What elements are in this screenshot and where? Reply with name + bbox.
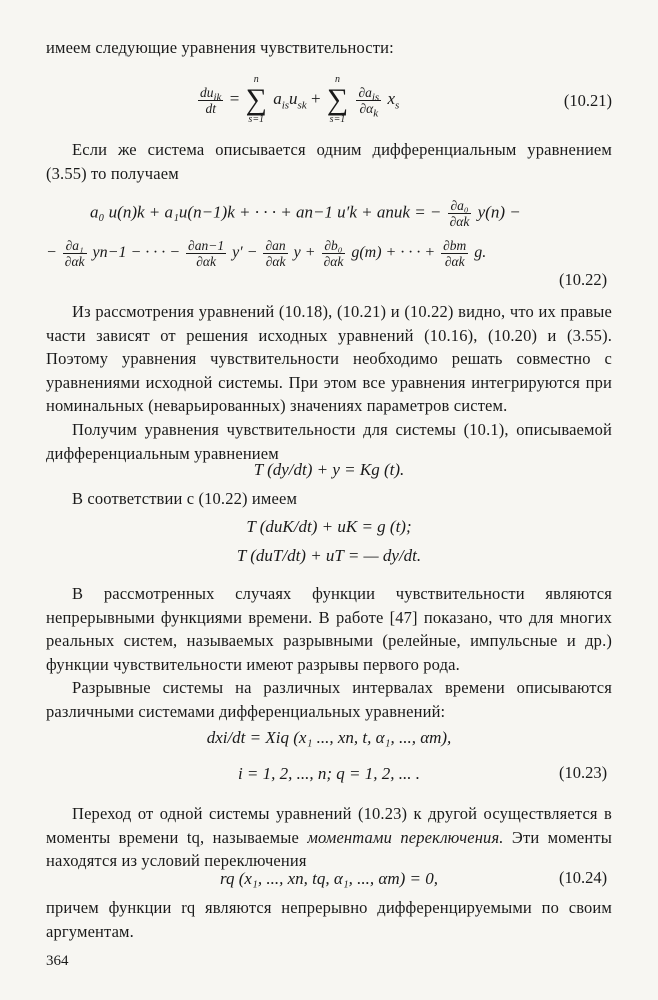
frac2-num-sub: is — [371, 91, 380, 104]
eq22-f2-num: ∂an−1 — [188, 238, 225, 253]
eq22-f5-den: ∂αk — [444, 254, 465, 269]
eq22-f1-den: ∂αk — [64, 254, 85, 269]
sum-lower: s=1 — [248, 114, 265, 125]
equation-10-21: $\frac{du_{ik}}{dt}$ = n ∑ s=1 $a_{is}u_{sk}$ + n ∑ s=1 $\frac{\partial a_{is}}{\partial\alpha_k}$ $x_s$ (10.21) — [200, 74, 612, 125]
term-a: a — [273, 88, 282, 108]
paragraph-analysis: Из рассмотрения уравнений (10.18), (10.21) и (10.22) видно, что их правые части зависят от решения исходных уравнений (10.16), (10.20) и (3.55). Поэтому уравнения чувствительности необходимо решать совместно с уравнениями исходной системы. При этом все уравнения интегрируются при номинальных (неварьированных) значениях параметров систем. — [46, 302, 612, 416]
term-x-sub: s — [395, 99, 400, 112]
paragraph-system-10-1: Получим уравнения чувствительности для системы (10.1), описываемой дифференциальным уравнением — [46, 420, 612, 463]
frac2-den-sub: k — [373, 107, 379, 120]
eq22-line1-text: a₀ u(n)k + a₁u(n−1)k + · · · + an−1 u′k + anuk = − — [90, 202, 442, 222]
paragraph-single-equation: Если же система описывается одним дифференциальным уравнением (3.55) то получаем — [46, 140, 612, 183]
eq22-frac-a0-num: ∂a₀ — [448, 198, 472, 214]
frac2-num: ∂a — [358, 84, 372, 100]
equation-number-10-23: (10.23) — [559, 763, 608, 782]
term-u: u — [289, 88, 298, 108]
eq22-frac4 — [322, 238, 346, 269]
equation-10-22-line2 — [46, 234, 612, 278]
equation-number-10-21: (10.21) — [563, 91, 612, 110]
eq22-t3: y + — [293, 244, 316, 262]
paragraph-switching — [46, 802, 612, 873]
frac-num: du — [200, 84, 214, 100]
sum-symbol: n ∑ s=1 — [245, 74, 267, 125]
equation-uk: T (duK/dt) + uK = g (t); — [246, 517, 412, 536]
eq22-line1-tail: y(n) − — [477, 202, 521, 222]
sum-symbol-2: n ∑ s=1 — [326, 74, 349, 125]
term-x: x — [387, 88, 395, 108]
paragraph-continuous: В рассмотренных случаях функции чувствительности являются непрерывными функциями времени. В работе [47] показано, что для многих реальных систем, называемых разрывными (релейные, импульсные и др.) функции чувствительности имеют разрывы первого рода. — [46, 584, 612, 674]
sum-lower-2: s=1 — [329, 114, 346, 125]
frac-den: dt — [205, 100, 216, 116]
term-a-sub: is — [281, 99, 290, 112]
equation-system: T (dy/dt) + y = Kg (t). — [253, 460, 405, 479]
eq22-t4: g(m) + · · · + — [351, 244, 436, 262]
paragraph-intro: имеем следующие уравнения чувствительности: — [46, 38, 394, 57]
eq22-f4-den: ∂αk — [323, 254, 344, 269]
eq22-frac-a0 — [448, 198, 472, 229]
sum-upper: n — [253, 74, 259, 85]
eq22-t5: g. — [474, 244, 487, 262]
frac-num-sub: ik — [213, 91, 222, 104]
eq22-t1: yn−1 − · · · − — [92, 244, 181, 262]
sum-upper-2: n — [334, 74, 340, 85]
equation-10-23-a: dxi/dt = Xiq (x₁ ..., xn, t, α₁, ..., αm), — [206, 728, 452, 747]
paragraph-accordance: В соответствии с (10.22) имеем — [72, 489, 298, 508]
equation-ut: T (duT/dt) + uT = — dy/dt. — [236, 546, 422, 565]
switching-text-a: Переход от одной системы уравнений (10.23) к другой осуществляется в моменты времени tq, называемые — [46, 804, 612, 847]
eq22-f3-den: ∂αk — [265, 254, 286, 269]
eq22-t2: y′ − — [232, 244, 258, 262]
eq22-f1-num: ∂a₁ — [63, 238, 87, 254]
eq22-f4-num: ∂b₀ — [322, 238, 346, 254]
eq22-f3-num: ∂an — [265, 238, 286, 253]
fraction-da-dalpha — [356, 84, 381, 120]
paragraph-discontinuous: Разрывные системы на различных интервалах времени описываются различными системами дифференциальных уравнений: — [46, 678, 612, 721]
eq22-frac1 — [63, 238, 87, 269]
equation-10-22-line1 — [46, 190, 612, 230]
eq22-frac-a0-den: ∂αk — [449, 214, 470, 229]
paragraph-closing: причем функции rq являются непрерывно дифференцируемыми по своим аргументам. — [46, 898, 612, 941]
page-number: 364 — [46, 953, 69, 969]
equation-number-10-24: (10.24) — [559, 868, 608, 887]
term-u-sub: sk — [297, 99, 307, 112]
equation-10-24: rq (x₁, ..., xn, tq, α₁, ..., αm) = 0, — [219, 869, 439, 888]
switching-term: моментами переключения. — [307, 827, 504, 847]
eq22-frac2 — [186, 238, 226, 269]
eq22-f5-num: ∂bm — [443, 238, 467, 253]
frac2-den: ∂α — [359, 100, 374, 116]
eq22-frac5 — [441, 238, 468, 269]
equation-number-10-22: (10.22) — [559, 270, 608, 289]
eq22-f2-den: ∂αk — [196, 254, 216, 269]
eq22-lead: − — [46, 244, 57, 262]
equation-10-23-b: i = 1, 2, ..., n; q = 1, 2, ... . — [237, 764, 421, 783]
eq22-frac3 — [263, 238, 287, 269]
switching-text-b: Эти моменты находятся из условий переключения — [46, 827, 612, 871]
fraction-du-dt — [198, 85, 223, 116]
